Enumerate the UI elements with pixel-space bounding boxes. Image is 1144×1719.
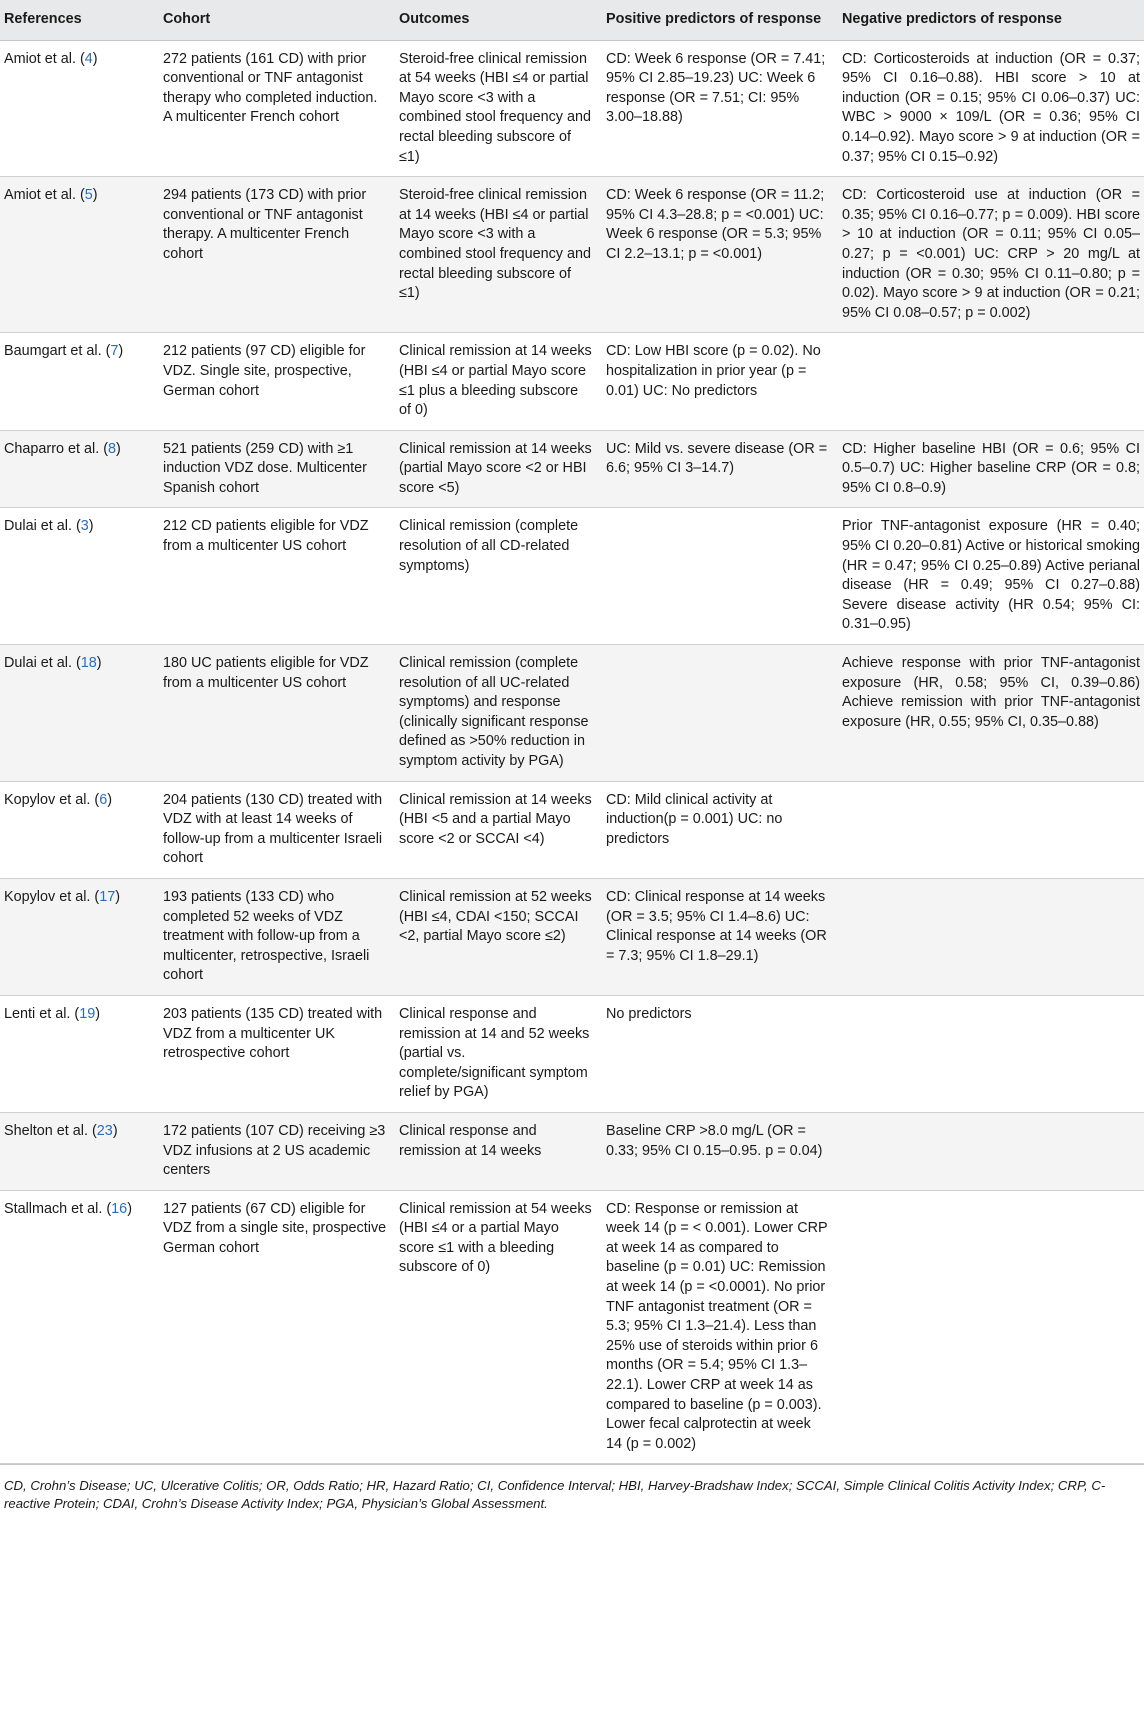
cell-cohort: 127 patients (67 CD) eligible for VDZ from a single site, prospective German cohort [157, 1190, 393, 1464]
table-row [0, 645, 1144, 782]
reference-close-paren: ) [95, 1005, 101, 1022]
citation-link[interactable]: 5 [84, 187, 93, 204]
cell-negative-predictors [836, 995, 1144, 1112]
cell-reference [0, 430, 157, 508]
cell-negative-predictors: Achieve response with prior TNF-antagonist exposure (HR, 0.58; 95% CI, 0.39–0.86) Achieve remission with prior TNF-antagonist exposure (HR, 0.55; 95% CI, 0.35–0.88) [836, 645, 1144, 782]
header-positive-predictors: Positive predictors of response [600, 0, 836, 40]
reference-author: Lenti et al. ( [4, 1005, 80, 1022]
cell-negative-predictors: CD: Higher baseline HBI (OR = 0.6; 95% CI 0.5–0.7) UC: Higher baseline CRP (OR = 0.8; 95% CI 0.8–0.9) [836, 430, 1144, 508]
cell-cohort: 521 patients (259 CD) with ≥1 induction VDZ dose. Multicenter Spanish cohort [157, 430, 393, 508]
cell-reference [0, 40, 157, 177]
citation-link[interactable]: 18 [80, 655, 97, 672]
cell-positive-predictors [600, 645, 836, 782]
reference-close-paren: ) [118, 343, 124, 360]
cell-negative-predictors [836, 781, 1144, 878]
cell-outcomes: Clinical remission (complete resolution of all CD-related symptoms) [393, 508, 600, 645]
cell-reference [0, 995, 157, 1112]
cell-reference [0, 333, 157, 430]
header-cohort: Cohort [157, 0, 393, 40]
reference-close-paren: ) [112, 1122, 118, 1139]
cell-outcomes: Clinical remission at 52 weeks (HBI ≤4, CDAI <150; SCCAI <2, partial Mayo score ≤2) [393, 878, 600, 995]
citation-link[interactable]: 17 [99, 888, 116, 905]
cell-negative-predictors [836, 1112, 1144, 1190]
cell-cohort: 203 patients (135 CD) treated with VDZ from a multicenter UK retrospective cohort [157, 995, 393, 1112]
cell-cohort: 180 UC patients eligible for VDZ from a multicenter US cohort [157, 645, 393, 782]
header-negative-predictors: Negative predictors of response [836, 0, 1144, 40]
header-outcomes: Outcomes [393, 0, 600, 40]
cell-negative-predictors: Prior TNF-antagonist exposure (HR = 0.40; 95% CI 0.20–0.81) Active or historical smoking (HR = 0.47; 95% CI 0.25–0.89) Active perianal disease (HR = 0.49; 95% CI 0.27–0.88) Severe disease activity (HR 0.54; 95% CI: 0.31–0.95) [836, 508, 1144, 645]
cell-cohort: 172 patients (107 CD) receiving ≥3 VDZ infusions at 2 US academic centers [157, 1112, 393, 1190]
cell-reference [0, 878, 157, 995]
cell-positive-predictors: CD: Week 6 response (OR = 7.41; 95% CI 2.85–19.23) UC: Week 6 response (OR = 7.51; CI: 95% 3.00–18.88) [600, 40, 836, 177]
reference-author: Dulai et al. ( [4, 655, 81, 672]
cell-negative-predictors: CD: Corticosteroid use at induction (OR = 0.35; 95% CI 0.16–0.77; p = 0.009). HBI score > 10 at induction (OR = 0.11; 95% CI 0.05–0.27; p = <0.001) UC: CRP > 20 mg/L at induction (OR = 0.30; 95% CI 0.11–0.80; p = 0.02). Mayo score > 9 at induction (OR = 0.21; 95% CI 0.08–0.57; p = 0.002) [836, 177, 1144, 333]
header-row [0, 0, 1144, 40]
reference-close-paren: ) [116, 440, 121, 457]
cell-outcomes: Steroid-free clinical remission at 54 weeks (HBI ≤4 or partial Mayo score <3 with a combined stool frequency and rectal bleeding subscore of ≤1) [393, 40, 600, 177]
table-row [0, 40, 1144, 177]
cell-reference [0, 1112, 157, 1190]
cell-cohort: 212 patients (97 CD) eligible for VDZ. Single site, prospective, German cohort [157, 333, 393, 430]
header-references: References [0, 0, 157, 40]
cell-reference [0, 645, 157, 782]
cell-negative-predictors [836, 878, 1144, 995]
cell-reference [0, 177, 157, 333]
table-row [0, 333, 1144, 430]
table-row [0, 995, 1144, 1112]
citation-link[interactable]: 23 [96, 1122, 113, 1139]
reference-close-paren: ) [115, 888, 120, 905]
cell-outcomes: Clinical remission (complete resolution of all UC-related symptoms) and response (clinically significant response defined as >50% reduction in symptom activity by PGA) [393, 645, 600, 782]
cell-positive-predictors [600, 508, 836, 645]
cell-cohort: 212 CD patients eligible for VDZ from a multicenter US cohort [157, 508, 393, 645]
cell-reference [0, 781, 157, 878]
cell-outcomes: Clinical remission at 14 weeks (partial Mayo score <2 or HBI score <5) [393, 430, 600, 508]
cell-cohort: 272 patients (161 CD) with prior conventional or TNF antagonist therapy who completed induction. A multicenter French cohort [157, 40, 393, 177]
cell-positive-predictors: CD: Week 6 response (OR = 11.2; 95% CI 4.3–28.8; p = <0.001) UC: Week 6 response (OR = 5.3; 95% CI 2.2–13.1; p = <0.001) [600, 177, 836, 333]
reference-close-paren: ) [96, 655, 102, 672]
reference-author: Chaparro et al. ( [4, 440, 108, 457]
cell-positive-predictors: UC: Mild vs. severe disease (OR = 6.6; 95% CI 3–14.7) [600, 430, 836, 508]
citation-link[interactable]: 8 [107, 440, 116, 457]
table-row [0, 781, 1144, 878]
reference-close-paren: ) [92, 187, 98, 204]
citation-link[interactable]: 4 [84, 50, 93, 67]
reference-author: Shelton et al. ( [4, 1122, 97, 1139]
citation-link[interactable]: 16 [111, 1200, 128, 1217]
cell-positive-predictors: No predictors [600, 995, 836, 1112]
cell-negative-predictors [836, 1190, 1144, 1464]
cell-positive-predictors: CD: Clinical response at 14 weeks (OR = 3.5; 95% CI 1.4–8.6) UC: Clinical response at 14 weeks (OR = 7.3; 95% CI 1.8–29.1) [600, 878, 836, 995]
citation-link[interactable]: 19 [79, 1005, 96, 1022]
citation-link[interactable]: 6 [99, 791, 108, 808]
table-footnote: CD, Crohn’s Disease; UC, Ulcerative Colitis; OR, Odds Ratio; HR, Hazard Ratio; CI, Confidence Interval; HBI, Harvey-Bradshaw Index; SCCAI, Simple Clinical Colitis Activity Index; CRP, C-reactive Protein; CDAI, Crohn’s Disease Activity Index; PGA, Physician’s Global Assessment. [0, 1464, 1144, 1513]
reference-author: Amiot et al. ( [4, 50, 85, 67]
table-header [0, 0, 1144, 40]
cell-cohort: 193 patients (133 CD) who completed 52 weeks of VDZ treatment with follow-up from a multicenter, retrospective, Israeli cohort [157, 878, 393, 995]
cell-positive-predictors: CD: Response or remission at week 14 (p = < 0.001). Lower CRP at week 14 as compared to baseline (p = 0.01) UC: Remission at week 14 (p = <0.0001). No prior TNF antagonist treatment (OR = 5.3; 95% CI 1.3–21.4). Less than 25% use of steroids within prior 6 months (OR = 5.4; 95% CI 1.3–22.1). Lower CRP at week 14 as compared to baseline (p = 0.003). Lower fecal calprotectin at week 14 (p = 0.002) [600, 1190, 836, 1464]
reference-close-paren: ) [88, 518, 94, 535]
table-row [0, 508, 1144, 645]
table-row [0, 177, 1144, 333]
cell-negative-predictors [836, 333, 1144, 430]
cell-outcomes: Clinical response and remission at 14 and 52 weeks (partial vs. complete/significant symptom relief by PGA) [393, 995, 600, 1112]
reference-author: Stallmach et al. ( [4, 1200, 112, 1217]
cell-reference [0, 1190, 157, 1464]
citation-link[interactable]: 7 [110, 343, 119, 360]
cell-positive-predictors: Baseline CRP >8.0 mg/L (OR = 0.33; 95% CI 0.15–0.95. p = 0.04) [600, 1112, 836, 1190]
cell-positive-predictors: CD: Low HBI score (p = 0.02). No hospitalization in prior year (p = 0.01) UC: No predictors [600, 333, 836, 430]
cell-positive-predictors: CD: Mild clinical activity at induction(p = 0.001) UC: no predictors [600, 781, 836, 878]
cell-outcomes: Clinical remission at 14 weeks (HBI <5 and a partial Mayo score <2 or SCCAI <4) [393, 781, 600, 878]
reference-close-paren: ) [92, 50, 98, 67]
cell-cohort: 204 patients (130 CD) treated with VDZ with at least 14 weeks of follow-up from a multicenter Israeli cohort [157, 781, 393, 878]
table-row [0, 878, 1144, 995]
reference-author: Kopylov et al. ( [4, 791, 100, 808]
cell-outcomes: Clinical remission at 14 weeks (HBI ≤4 or partial Mayo score ≤1 plus a bleeding subscore of 0) [393, 333, 600, 430]
table-row [0, 430, 1144, 508]
table-body [0, 40, 1144, 1464]
table-row [0, 1112, 1144, 1190]
cell-outcomes: Clinical response and remission at 14 weeks [393, 1112, 600, 1190]
reference-close-paren: ) [127, 1200, 132, 1217]
cell-reference [0, 508, 157, 645]
cell-negative-predictors: CD: Corticosteroids at induction (OR = 0.37; 95% CI 0.16–0.88). HBI score > 10 at induction (OR = 0.15; 95% CI 0.06–0.37) UC: WBC > 9000 × 109/L (OR = 0.36; 95% CI 0.14–0.92). Mayo score > 9 at induction (OR = 0.37; 95% CI 0.15–0.92) [836, 40, 1144, 177]
reference-author: Dulai et al. ( [4, 518, 81, 535]
cell-outcomes: Clinical remission at 54 weeks (HBI ≤4 or a partial Mayo score ≤1 with a bleeding subscore of 0) [393, 1190, 600, 1464]
reference-author: Amiot et al. ( [4, 187, 85, 204]
citation-link[interactable]: 3 [80, 518, 89, 535]
table-row [0, 1190, 1144, 1464]
cell-cohort: 294 patients (173 CD) with prior conventional or TNF antagonist therapy. A multicenter French cohort [157, 177, 393, 333]
cell-outcomes: Steroid-free clinical remission at 14 weeks (HBI ≤4 or partial Mayo score <3 with a combined stool frequency and rectal bleeding subscore of ≤1) [393, 177, 600, 333]
reference-author: Baumgart et al. ( [4, 343, 111, 360]
reference-close-paren: ) [107, 791, 112, 808]
reference-author: Kopylov et al. ( [4, 888, 100, 905]
